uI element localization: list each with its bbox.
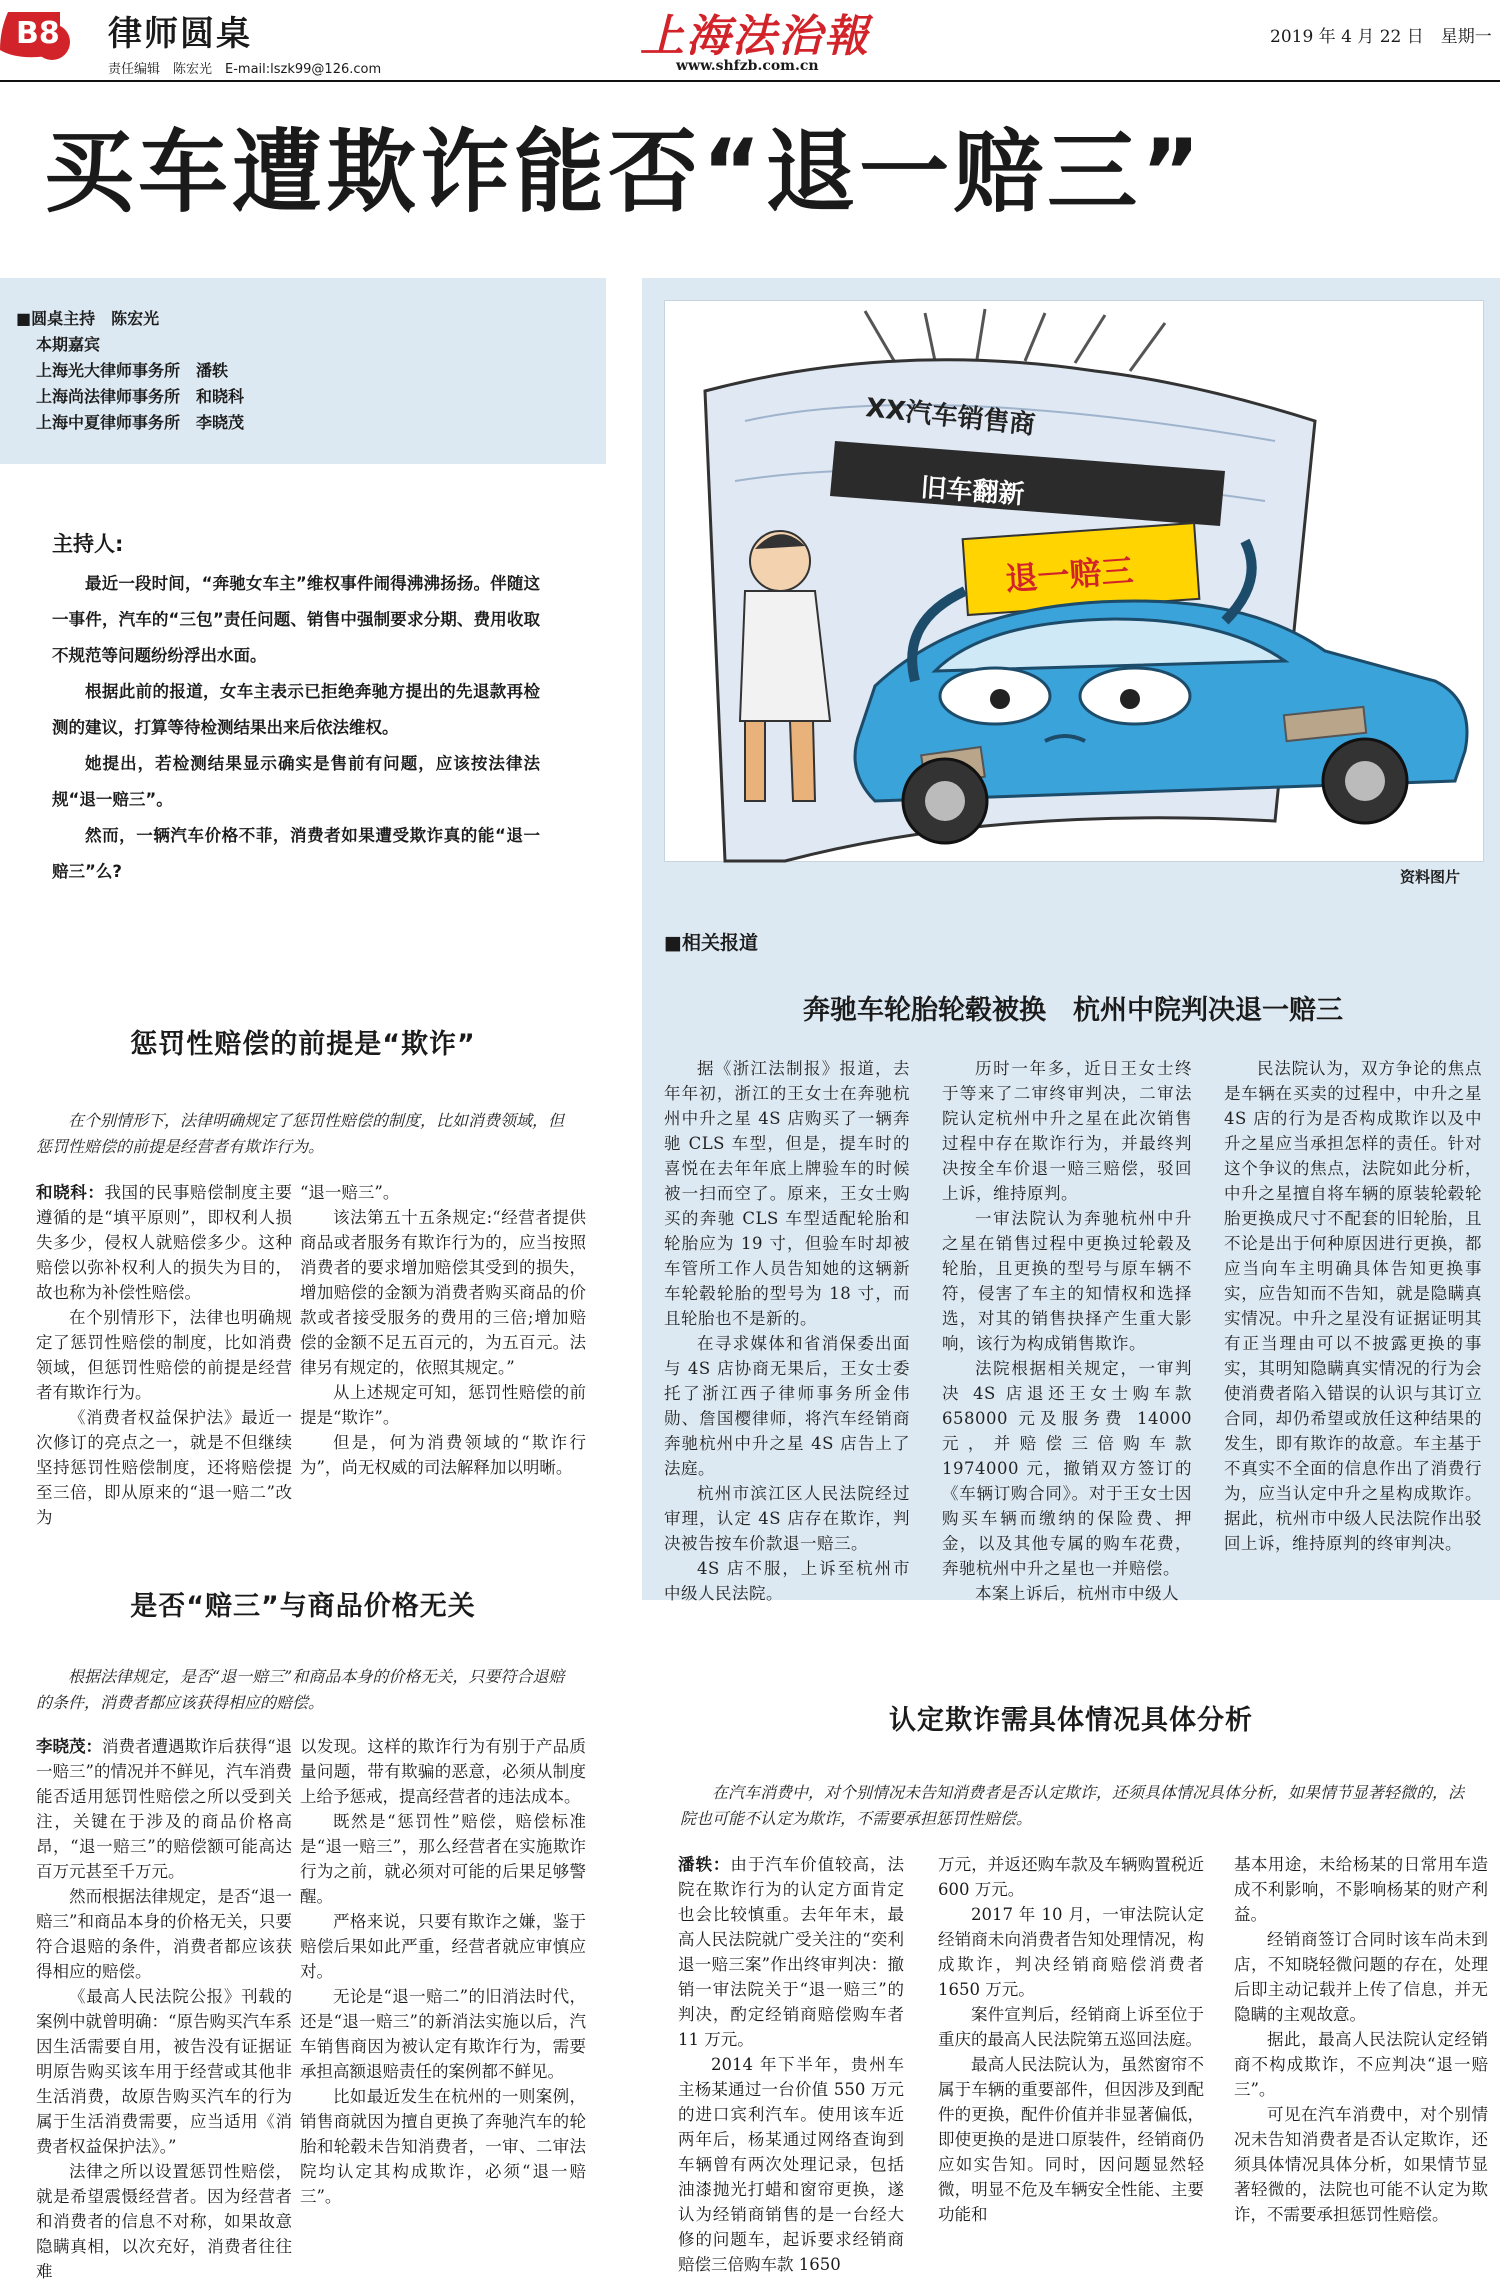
guest-list (16, 306, 244, 436)
section2-paragraph: 法律之所以设置惩罚性赔偿，就是希望震慑经营者。因为经营者和消费者的信息不对称，如果故意隐瞒真相，以次充好，消费者往往难 (36, 2162, 292, 2281)
section3-paragraph: 万元，并返还购车款及车辆购置税近 600 万元。 (938, 1855, 1204, 1899)
website: www.shfzb.com.cn (676, 58, 819, 74)
related-title: 奔驰车轮胎轮毂被换 杭州中院判决退一赔三 (803, 995, 1343, 1026)
guest-1: 上海光大律师事务所 潘轶 (36, 361, 229, 380)
host-label: 主持人: (52, 532, 124, 556)
related-paragraph: 据《浙江法制报》报道，去年年初，浙江的王女士在奔驰杭州中升之星 4S 店购买了一辆奔驰 CLS 车型，但是，提车时的喜悦在去年年底上牌验车的时候被一扫而空了。原来，王女士购买的奔驰 CLS 车型适配轮胎和轮胎应为 19 寸，但验车时却被车管所工作人员告知她的这辆新车轮毂轮胎的型号为 18 寸，而且轮胎也不是新的。 (664, 1059, 910, 1328)
section3-paragraph: 最高人民法院认为，虽然窗帘不属于车辆的重要部件，但因涉及到配件的更换，配件价值并非显著偏低，即使更换的是进口原装件，经销商仍应如实告知。同时，因问题显然轻微，明显不危及车辆安全性能、主要功能和 (938, 2055, 1204, 2224)
related-paragraph: 本案上诉后，杭州市中级人 (975, 1584, 1179, 1603)
speaker-name: 李晓茂： (36, 1737, 103, 1756)
host-paragraph: 根据此前的报道，女车主表示已拒绝奔驰方提出的先退款再检测的建议，打算等待检测结果出来后依法维权。 (52, 682, 540, 737)
section1-column-2 (300, 1180, 586, 1480)
related-column-3 (1224, 1056, 1482, 1586)
section2-paragraph: 比如最近发生在杭州的一则案例，销售商就因为擅自更换了奔驰汽车的轮胎和轮毂未告知消费者，一审、二审法院均认定其构成欺诈，必须“退一赔三”。 (300, 2087, 586, 2206)
section2-paragraph: 无论是“退一赔二”的旧消法时代，还是“退一赔三”的新消法实施以后，汽车销售商因为被认定有欺诈行为，需要承担高额退赔责任的案例都不鲜见。 (300, 1987, 586, 2081)
section2-lead: 根据法律规定，是否“退一赔三”和商品本身的价格无关，只要符合退赔的条件，消费者都应该获得相应的赔偿。 (36, 1667, 565, 1712)
section2-column-1 (36, 1734, 293, 2281)
related-paragraph: 在寻求媒体和省消保委出面与 4S 店协商无果后，王女士委托了浙江西子律师事务所金伟勋、詹国樱律师，将汽车经销商奔驰杭州中升之星 4S 店告上了法庭。 (664, 1334, 910, 1478)
headline: 买车遭欺诈能否“退一赔三” (44, 120, 1205, 225)
page-badge: B8 (0, 10, 92, 60)
speaker-name: 和晓科： (36, 1183, 105, 1202)
section3-column-2 (938, 1852, 1204, 2224)
section3-title: 认定欺诈需具体情况具体分析 (889, 1705, 1253, 1736)
section2-paragraph: 《最高人民法院公报》刊载的案例中就曾明确：“原告购买汽车系因生活需要自用，被告没有证据证明原告购买该车用于经营或其他非生活消费，故原告购买汽车的行为属于生活消费需要，应当适用《消费者权益保护法》。” (36, 1987, 292, 2156)
section3-paragraph: 潘轶：由于汽车价值较高，法院在欺诈行为的认定方面肯定也会比较慎重。去年年末，最高人民法院就广受关注的“奕利退一赔三案”作出终审判决：撤销一审法院关于“退一赔三”的判决，酌定经销商赔偿购车者 11 万元。 (678, 1855, 905, 2049)
guest-host: ■圆桌主持 陈宏光 (16, 309, 160, 328)
section2-paragraph: 李晓茂：消费者遭遇欺诈后获得“退一赔三”的情况并不鲜见，汽车消费能否适用惩罚性赔偿之所以受到关注，关键在于涉及的商品价格高昂，“退一赔三”的赔偿额可能高达百万元甚至千万元。 (36, 1737, 293, 1881)
section2-paragraph: 既然是“惩罚性”赔偿，赔偿标准是“退一赔三”，那么经营者在实施欺诈行为之前，就必须对可能的后果足够警醒。 (300, 1812, 586, 1906)
section3-paragraph: 据此，最高人民法院认定经销商不构成欺诈，不应判决“退一赔三”。 (1234, 2030, 1488, 2099)
host-section (52, 528, 540, 890)
section2-paragraph: 严格来说，只要有欺诈之嫌，鉴于赔偿后果如此严重，经营者就应审慎应对。 (300, 1912, 586, 1981)
billboard-title: XX汽车销售商 (864, 393, 1037, 441)
guest-2: 上海尚法律师事务所 和晓科 (36, 387, 245, 406)
section2-column-2 (300, 1734, 586, 2224)
cartoon-illustration (664, 300, 1484, 862)
refund-sign: 退一赔三 (1004, 551, 1135, 599)
guest-3: 上海中夏律师事务所 李晓茂 (36, 413, 245, 432)
related-paragraph: 一审法院认为奔驰杭州中升之星在销售过程中更换过轮毂及轮胎，且更换的型号与原车辆不符，侵害了车主的知情权和选择选，对其的销售抉择产生重大影响，该行为构成销售欺诈。 (942, 1209, 1192, 1353)
section3-column-3 (1234, 1852, 1488, 2224)
section1-column-1 (36, 1180, 293, 1527)
section2-paragraph: 以发现。这样的欺诈行为有别于产品质量问题，带有欺骗的恶意，必须从制度上给予惩戒，提高经营者的违法成本。 (300, 1737, 586, 1806)
section3-paragraph: 可见在汽车消费中，对个别情况未告知消费者是否认定欺诈，还须具体情况具体分析，如果情节显著轻微的，法院也可能不认定为欺诈，不需要承担惩罚性赔偿。 (1234, 2105, 1488, 2224)
guest-box (0, 278, 606, 464)
section3-paragraph: 2014 年下半年，贵州车主杨某通过一台价值 550 万元的进口宾利汽车。使用该车近两年后，杨某通过网络查询到车辆曾有两次处理记录，包括油漆抛光打蜡和窗帘更换，遂认为经销商销售的是一台经大修的问题车，起诉要求经销商赔偿三倍购车款 1650 (678, 2055, 904, 2274)
section1-paragraph: “退一赔三”。 (300, 1183, 400, 1202)
related-column-1 (664, 1056, 910, 1603)
related-column-2 (942, 1056, 1192, 1603)
section3-column-1 (678, 1852, 905, 2274)
section3-paragraph: 2017 年 10 月，一审法院认定经销商未向消费者告知处理情况，构成欺诈，判决经销商赔偿消费者 1650 万元。 (938, 1905, 1204, 1999)
photo-credit: 资料图片 (1400, 868, 1461, 886)
host-paragraph: 她提出，若检测结果显示确实是售前有问题，应该按法律法规“退一赔三”。 (52, 754, 540, 809)
related-paragraph: 法院根据相关规定，一审判决 4S 店退还王女士购车款 658000 元及服务费 14000 元，并赔偿三倍购车款 1974000 元，撤销双方签订的《车辆订购合同》。对于王女士因购买车辆而缴纳的保险费、押金，以及其他专属的购车花费，奔驰杭州中升之星也一并赔偿。 (942, 1359, 1192, 1578)
editor-line: 责任编辑 陈宏光 E-mail:lszk99@126.com (108, 62, 382, 77)
guest-label: 本期嘉宾 (36, 335, 101, 354)
host-paragraph: 然而，一辆汽车价格不菲，消费者如果遭受欺诈真的能“退一赔三”么? (52, 826, 540, 881)
section3-paragraph: 经销商签订合同时该车尚未到店，不知晓轻微问题的存在，处理后即主动记载并上传了信息，并无隐瞒的主观故意。 (1234, 1930, 1488, 2024)
section1-paragraph: 该法第五十五条规定:“经营者提供商品或者服务有欺诈行为的，应当按照消费者的要求增加赔偿其受到的损失，增加赔偿的金额为消费者购买商品的价款或者接受服务的费用的三倍;增加赔偿的金额不足五百元的，为五百元。法律另有规定的，依照其规定。” (300, 1208, 586, 1377)
issue-date: 2019 年 4 月 22 日 星期一 (1270, 27, 1492, 47)
related-paragraph: 杭州市滨江区人民法院经过审理，认定 4S 店存在欺诈，判决被告按车价款退一赔三。 (664, 1484, 910, 1553)
section3-paragraph: 案件宣判后，经销商上诉至位于重庆的最高人民法院第五巡回法庭。 (938, 2005, 1204, 2049)
section3-paragraph: 基本用途，未给杨某的日常用车造成不利影响，不影响杨某的财产利益。 (1234, 1855, 1488, 1924)
masthead-logo: 上海法治報 (640, 11, 870, 62)
page-header (0, 0, 1500, 80)
speaker-name: 潘轶： (678, 1855, 731, 1874)
related-paragraph: 民法院认为，双方争论的焦点是车辆在买卖的过程中，中升之星 4S 店的行为是否构成欺诈以及中升之星应当承担怎样的责任。针对这个争议的焦点，法院如此分析，中升之星擅自将车辆的原装轮毂轮胎更换成尺寸不配套的旧轮胎，且不论是出于何种原因进行更换，都应当向车主明确具体告知更换事实，应告知而不告知，就是隐瞒真实情况。中升之星没有证据证明其有正当理由可以不披露更换的事实，其明知隐瞒真实情况的行为会使消费者陷入错误的认识与其订立合同，却仍希望或放任这种结果的发生，即有欺诈的故意。车主基于不真实不全面的信息作出了消费行为，应当认定中升之星构成欺诈。据此，杭州市中级人民法院作出驳回上诉，维持原判的终审判决。 (1224, 1059, 1482, 1553)
section3-lead: 在汽车消费中，对个别情况未告知消费者是否认定欺诈，还须具体情况具体分析，如果情节显著轻微的，法院也可能不认定为欺诈，不需要承担惩罚性赔偿。 (680, 1783, 1465, 1828)
section1-lead: 在个别情形下，法律明确规定了惩罚性赔偿的制度，比如消费领域，但惩罚性赔偿的前提是经营者有欺诈行为。 (36, 1111, 565, 1156)
section1-title: 惩罚性赔偿的前提是“欺诈” (130, 1029, 476, 1060)
section2-title: 是否“赔三”与商品价格无关 (130, 1591, 476, 1622)
section1-paragraph: 《消费者权益保护法》最近一次修订的亮点之一，就是不但继续坚持惩罚性赔偿制度，还将赔偿提至三倍，即从原来的“退一赔二”改为 (36, 1408, 292, 1527)
related-paragraph: 历时一年多，近日王女士终于等来了二审终审判决，二审法院认定杭州中升之星在此次销售过程中存在欺诈行为，并最终判决按全车价退一赔三赔偿，驳回上诉，维持原判。 (942, 1059, 1192, 1203)
related-paragraph: 4S 店不服，上诉至杭州市中级人民法院。 (664, 1559, 910, 1603)
header-rule (0, 80, 1500, 82)
billboard-banner: 旧车翻新 (919, 473, 1026, 511)
section1-paragraph: 从上述规定可知，惩罚性赔偿的前提是“欺诈”。 (300, 1383, 586, 1427)
section-name: 律师圆桌 (108, 14, 252, 54)
section1-paragraph: 但是，何为消费领域的“欺诈行为”，尚无权威的司法解释加以明晰。 (300, 1433, 586, 1477)
section1-paragraph: 在个别情形下，法律也明确规定了惩罚性赔偿的制度，比如消费领域，但惩罚性赔偿的前提是经营者有欺诈行为。 (36, 1308, 292, 1402)
related-label: ■相关报道 (664, 932, 758, 954)
section1-paragraph: 和晓科：我国的民事赔偿制度主要遵循的是“填平原则”，即权利人损失多少，侵权人就赔偿多少。这种赔偿以弥补权利人的损失为目的，故也称为补偿性赔偿。 (36, 1183, 293, 1302)
host-paragraph: 最近一段时间，“奔驰女车主”维权事件闹得沸沸扬扬。伴随这一事件，汽车的“三包”责任问题、销售中强制要求分期、费用收取不规范等问题纷纷浮出水面。 (52, 574, 540, 665)
section2-paragraph: 然而根据法律规定，是否“退一赔三”和商品本身的价格无关，只要符合退赔的条件，消费者都应该获得相应的赔偿。 (36, 1887, 292, 1981)
